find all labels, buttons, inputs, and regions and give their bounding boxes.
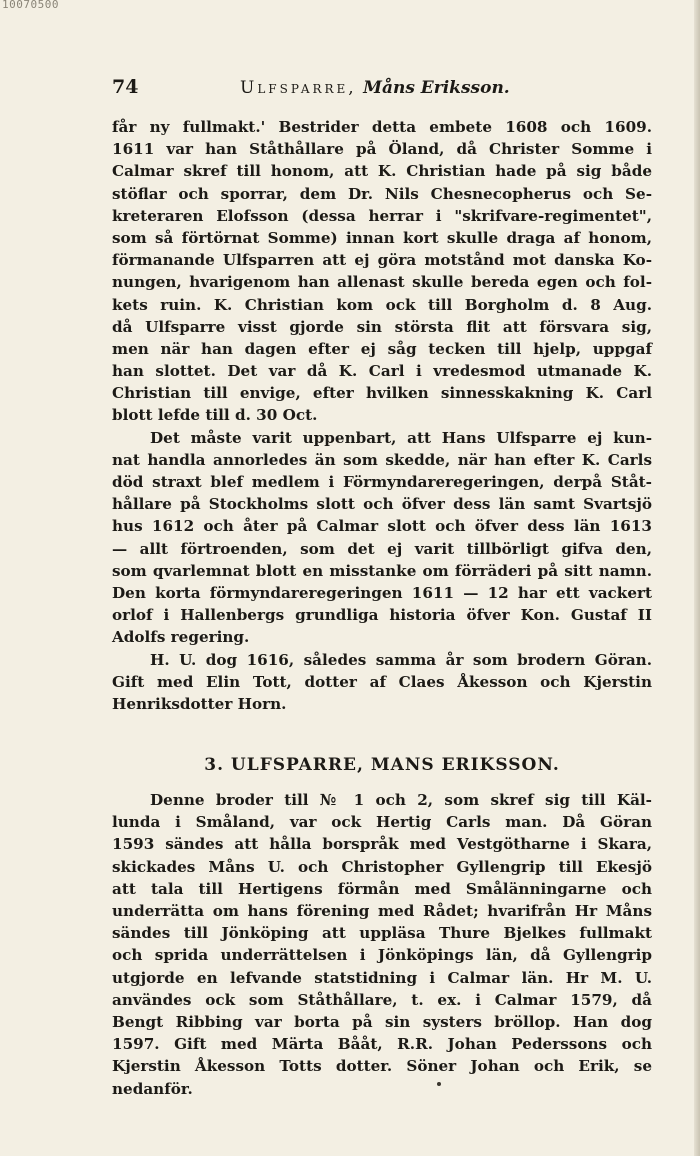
text-line: orlof i Hallenbergs grundliga historia öfver Kon. Gustaf II: [112, 606, 652, 625]
text-line: och sprida underrättelsen i Jönköpings län, då Gyllengrip: [112, 946, 652, 965]
text-line: död straxt blef medlem i Förmyndareregeringen, derpå Ståt-: [112, 473, 652, 491]
text-line: men när han dagen efter ej såg tecken till hjelp, uppgaf: [112, 339, 652, 358]
text-line: nedanför.: [112, 1079, 193, 1098]
text-line: som qvarlemnat blott en misstanke om förräderi på sitt namn.: [112, 561, 652, 580]
text-line: 1593 sändes att hålla borspråk med Vestgötharne i Skara,: [112, 835, 652, 854]
text-line: Det måste varit uppenbart, att Hans Ulfsparre ej kun-: [150, 428, 652, 447]
text-line: Den korta förmyndareregeringen 1611 — 12 har ett vackert: [112, 583, 652, 602]
text-line: kreteraren Elofsson (dessa herrar i "skrifvare-regimentet",: [112, 206, 652, 225]
text-line: hållare på Stockholms slott och öfver dess län samt Svartsjö: [112, 495, 652, 514]
text-line: underrätta om hans förening med Rådet; hvarifrån Hr Måns: [112, 902, 652, 920]
running-head: [240, 78, 510, 98]
text-line: då Ulfsparre visst gjorde sin största flit att försvara sig,: [112, 317, 652, 336]
text-line: stöflar och sporrar, dem Dr. Nils Chesnecopherus och Se-: [112, 184, 652, 203]
text-line: som så förtörnat Somme) innan kort skulle draga af honom,: [112, 228, 652, 247]
page-header: [112, 76, 652, 102]
text-line: lunda i Småland, var ock Hertig Carls man. Då Göran: [112, 813, 652, 832]
text-line: Calmar skref till honom, att K. Christian hade på sig både: [112, 162, 652, 181]
ink-speck: [437, 1082, 441, 1086]
text-line: utgjorde en lefvande statstidning i Calmar län. Hr M. U.: [112, 968, 652, 987]
text-line: nat handla annorledes än som skedde, när han efter K. Carls: [112, 450, 652, 469]
text-line: förmanande Ulfsparren att ej göra motstånd mot danska Ko-: [112, 251, 652, 270]
text-line: han slottet. Det var då K. Carl i vredesmod utmanade K.: [112, 362, 652, 381]
text-line: Denne broder till № 1 och 2, som skref sig till Käl-: [150, 791, 652, 810]
text-line: blott lefde till d. 30 Oct.: [112, 406, 318, 425]
text-line: 1611 var han Ståthållare på Öland, då Christer Somme i: [112, 140, 652, 159]
text-line: Gift med Elin Tott, dotter af Claes Åkesson och Kjerstin: [112, 672, 652, 691]
paragraph-3: [112, 649, 652, 716]
text-line: sändes till Jönköping att uppläsa Thure Bjelkes fullmakt: [112, 924, 652, 943]
paragraph-4: [112, 789, 652, 1100]
running-head-subtitle: Måns Eriksson.: [363, 78, 510, 98]
text-line: Henriksdotter Horn.: [112, 694, 287, 713]
paragraph-2: [112, 427, 652, 649]
text-line: H. U. dog 1616, således samma år som brodern Göran.: [150, 650, 652, 669]
text-line: kets ruin. K. Christian kom ock till Borgholm d. 8 Aug.: [112, 295, 652, 314]
text-line: 1597. Gift med Märta Bååt, R.R. Johan Pederssons och: [112, 1035, 652, 1054]
text-line: användes ock som Ståthållare, t. ex. i Calmar 1579, då: [112, 990, 652, 1009]
text-line: skickades Måns U. och Christopher Gyllengrip till Ekesjö: [112, 857, 652, 876]
text-line: Christian till envige, efter hvilken sinnesskakning K. Carl: [112, 384, 652, 403]
scan-stamp: 10070500: [2, 0, 59, 11]
section-title: 3. ULFSPARRE, MANS ERIKSSON.: [204, 755, 560, 776]
paragraph-1: [112, 116, 652, 427]
text-line: Adolfs regering.: [112, 628, 250, 647]
page-number: 74: [112, 76, 139, 98]
text-line: — allt förtroenden, som det ej varit tillbörligt gifva den,: [112, 539, 652, 558]
text-line: Bengt Ribbing var borta på sin systers bröllop. Han dog: [112, 1012, 652, 1031]
text-line: att tala till Hertigens förmån med Smålänningarne och: [112, 879, 652, 898]
text-line: får ny fullmakt.' Bestrider detta embete 1608 och 1609.: [112, 118, 652, 136]
running-head-name: Ulfsparre,: [240, 78, 357, 98]
page-edge: [694, 0, 700, 1156]
body-text: [112, 116, 652, 1100]
text-line: nungen, hvarigenom han allenast skulle bereda egen och fol-: [112, 273, 652, 292]
text-line: Kjerstin Åkesson Totts dotter. Söner Johan och Erik, se: [112, 1057, 652, 1076]
text-line: hus 1612 och åter på Calmar slott och öfver dess län 1613: [112, 517, 652, 536]
